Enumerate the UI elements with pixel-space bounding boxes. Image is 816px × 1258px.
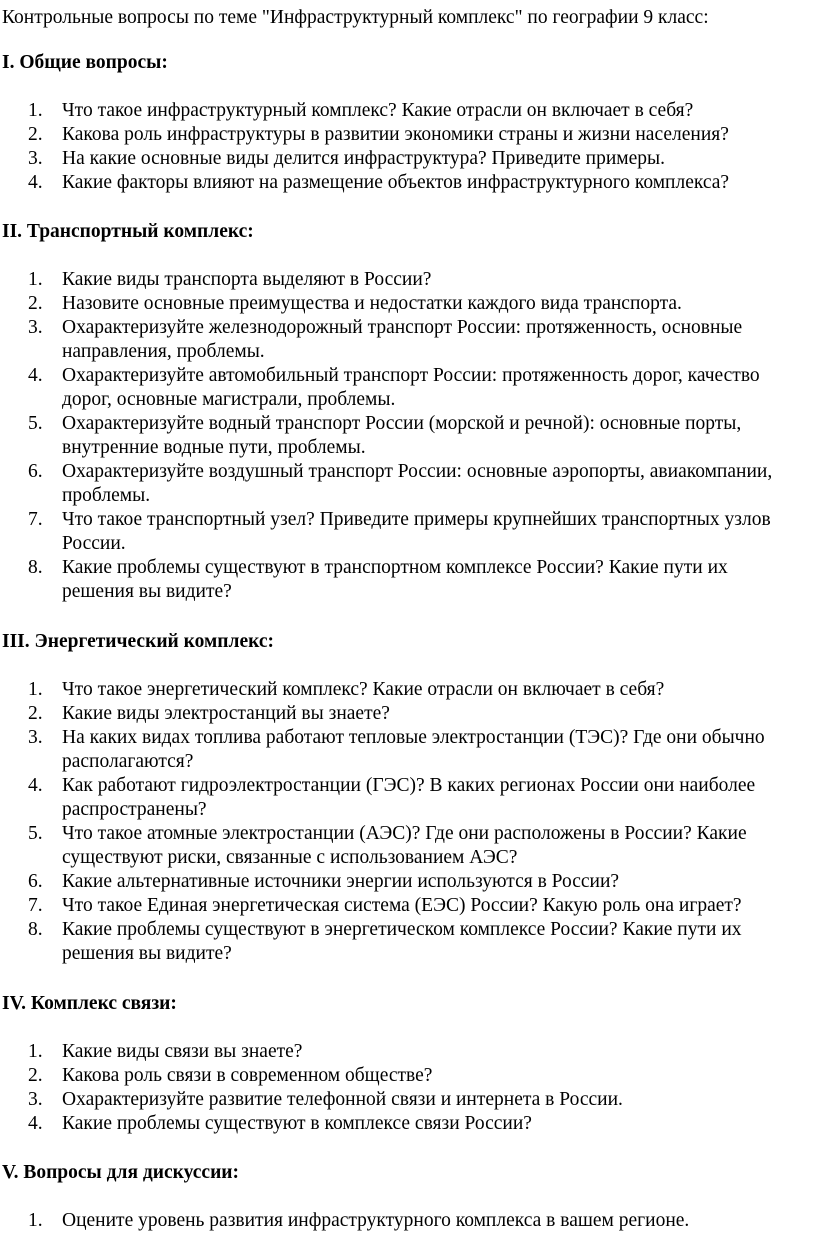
section-heading-communications: IV. Комплекс связи:	[2, 993, 177, 1014]
item-number: 3.	[28, 1089, 43, 1110]
item-number: 1.	[28, 1210, 43, 1231]
item-text: Что такое транспортный узел? Приведите примеры крупнейших транспортных узлов России.	[62, 509, 771, 554]
item-text: Какие виды связи вы знаете?	[62, 1041, 303, 1062]
item-number: 7.	[28, 509, 43, 530]
item-number: 4.	[28, 775, 43, 796]
item-text: На каких видах топлива работают тепловые электростанции (ТЭС)? Где они обычно располагаются?	[62, 727, 765, 772]
item-number: 1.	[28, 679, 43, 700]
list-item	[2, 1040, 810, 1064]
item-text: Что такое атомные электростанции (АЭС)? Где они расположены в России? Какие существуют риски, связанные с использованием АЭС?	[62, 823, 747, 868]
item-text: Какие виды электростанций вы знаете?	[62, 703, 390, 724]
list-item	[2, 918, 810, 966]
item-number: 3.	[28, 148, 43, 169]
list-item	[2, 123, 810, 147]
item-number: 4.	[28, 172, 43, 193]
item-text: Какие альтернативные источники энергии используются в России?	[62, 871, 620, 892]
item-text: Какие виды транспорта выделяют в России?	[62, 269, 432, 290]
document-page	[2, 0, 810, 1231]
item-number: 3.	[28, 317, 43, 338]
list-item	[2, 99, 810, 123]
item-text: Какие проблемы существуют в транспортном комплексе России? Какие пути их решения вы видите?	[62, 557, 728, 602]
question-list-discussion	[2, 1209, 810, 1233]
list-item	[2, 292, 810, 316]
item-number: 1.	[28, 100, 43, 121]
list-item	[2, 460, 810, 508]
item-number: 6.	[28, 461, 43, 482]
question-list-general	[2, 99, 810, 195]
list-item	[2, 556, 810, 604]
item-number: 4.	[28, 365, 43, 386]
item-text: Охарактеризуйте воздушный транспорт России: основные аэропорты, авиакомпании, проблемы.	[62, 461, 773, 506]
item-text: Какие проблемы существуют в энергетическом комплексе России? Какие пути их решения вы видите?	[62, 919, 742, 964]
section-heading-discussion: V. Вопросы для дискуссии:	[2, 1162, 240, 1183]
item-text: Охарактеризуйте автомобильный транспорт России: протяженность дорог, качество дорог, основные магистрали, проблемы.	[62, 365, 760, 410]
list-item	[2, 1209, 810, 1233]
list-item	[2, 774, 810, 822]
document-title: Контрольные вопросы по теме "Инфраструктурный комплекс" по географии 9 класс:	[2, 7, 709, 28]
item-number: 2.	[28, 293, 43, 314]
item-text: Что такое Единая энергетическая система (ЕЭС) России? Какую роль она играет?	[62, 895, 742, 916]
item-number: 2.	[28, 1065, 43, 1086]
list-item	[2, 171, 810, 195]
list-item	[2, 364, 810, 412]
section-heading-transport: II. Транспортный комплекс:	[2, 221, 254, 242]
section-heading-general: I. Общие вопросы:	[2, 52, 168, 73]
item-text: Какова роль связи в современном обществе?	[62, 1065, 433, 1086]
item-number: 3.	[28, 727, 43, 748]
question-list-communications	[2, 1040, 810, 1136]
item-number: 1.	[28, 1041, 43, 1062]
item-text: Охарактеризуйте железнодорожный транспорт России: протяженность, основные направления, проблемы.	[62, 317, 743, 362]
list-item	[2, 1088, 810, 1112]
list-item	[2, 316, 810, 364]
item-text: Как работают гидроэлектростанции (ГЭС)? В каких регионах России они наиболее распространены?	[62, 775, 756, 820]
item-text: Назовите основные преимущества и недостатки каждого вида транспорта.	[62, 293, 682, 314]
list-item	[2, 702, 810, 726]
section-heading-energy: III. Энергетический комплекс:	[2, 631, 275, 652]
list-item	[2, 147, 810, 171]
item-number: 5.	[28, 413, 43, 434]
item-text: Охарактеризуйте водный транспорт России (морской и речной): основные порты, внутренние водные пути, проблемы.	[62, 413, 742, 458]
list-item	[2, 508, 810, 556]
item-text: Что такое энергетический комплекс? Какие отрасли он включает в себя?	[62, 679, 665, 700]
item-text: Оцените уровень развития инфраструктурного комплекса в вашем регионе.	[62, 1210, 690, 1231]
item-number: 1.	[28, 269, 43, 290]
item-text: Какие факторы влияют на размещение объектов инфраструктурного комплекса?	[62, 172, 730, 193]
list-item	[2, 678, 810, 702]
item-number: 8.	[28, 557, 43, 578]
item-text: Что такое инфраструктурный комплекс? Какие отрасли он включает в себя?	[62, 100, 694, 121]
item-number: 6.	[28, 871, 43, 892]
list-item	[2, 894, 810, 918]
question-list-transport	[2, 268, 810, 604]
item-text: Какова роль инфраструктуры в развитии экономики страны и жизни населения?	[62, 124, 729, 145]
list-item	[2, 412, 810, 460]
list-item	[2, 1112, 810, 1136]
list-item	[2, 268, 810, 292]
list-item	[2, 726, 810, 774]
item-number: 8.	[28, 919, 43, 940]
list-item	[2, 822, 810, 870]
list-item	[2, 870, 810, 894]
item-number: 7.	[28, 895, 43, 916]
list-item	[2, 1064, 810, 1088]
item-number: 4.	[28, 1113, 43, 1134]
item-text: На какие основные виды делится инфраструктура? Приведите примеры.	[62, 148, 666, 169]
item-number: 2.	[28, 703, 43, 724]
item-text: Какие проблемы существуют в комплексе связи России?	[62, 1113, 532, 1134]
item-number: 2.	[28, 124, 43, 145]
question-list-energy	[2, 678, 810, 966]
item-text: Охарактеризуйте развитие телефонной связи и интернета в России.	[62, 1089, 623, 1110]
item-number: 5.	[28, 823, 43, 844]
